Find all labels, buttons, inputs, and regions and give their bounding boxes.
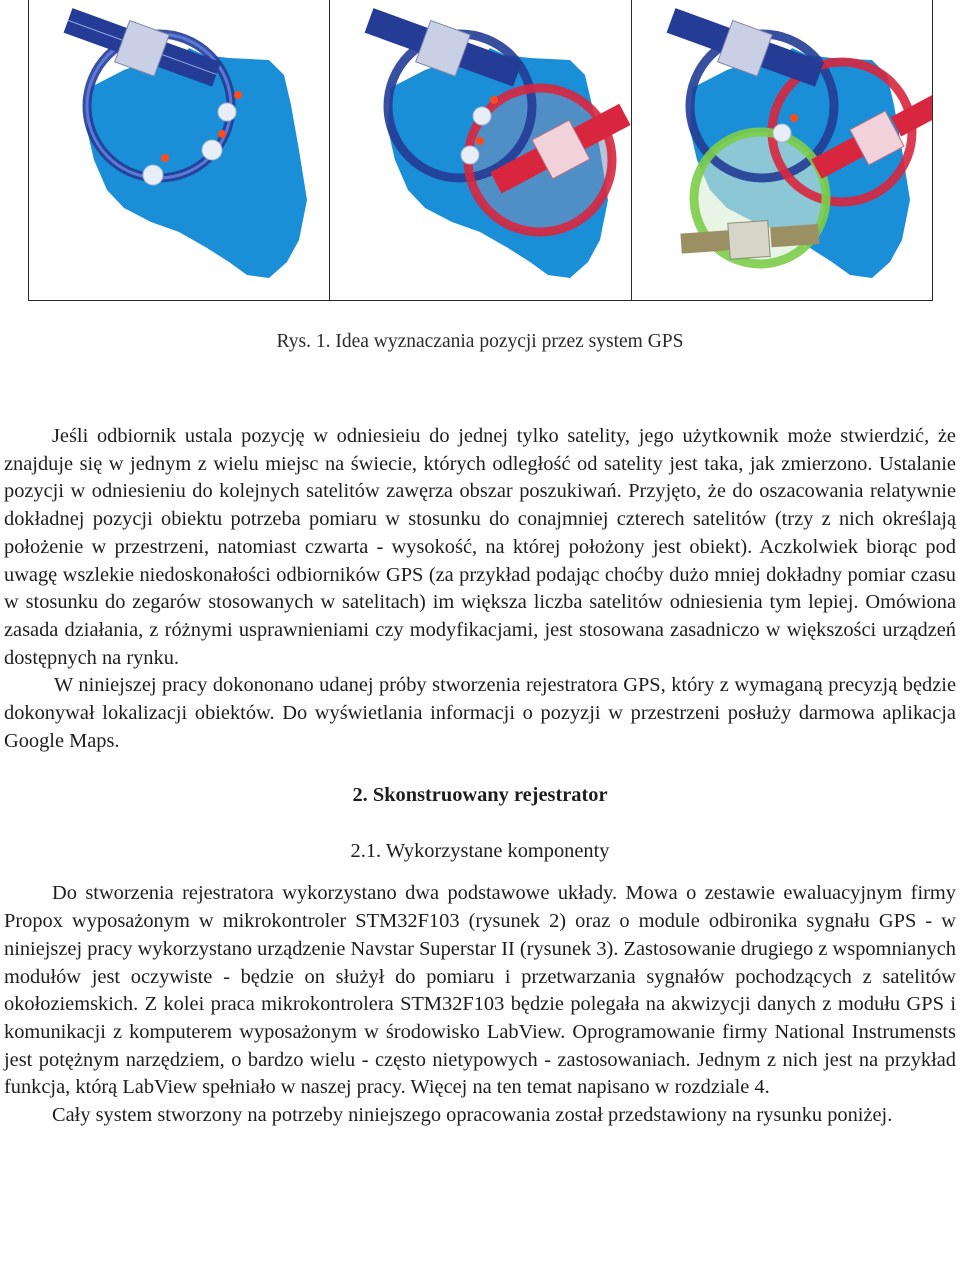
figure-panel-three-satellites (632, 0, 932, 300)
figure-caption: Rys. 1. Idea wyznaczania pozycji przez system GPS (276, 331, 684, 352)
intro-paragraph-1: Jeśli odbiornik ustala pozycję w odniesieiu do jednej tylko satelity, jego użytkownik może stwierdzić, że znajduje się w jednym z wielu miejsc na świecie, których odległość od satelity jest taka, jak zmierzono. Ustalanie pozycji w odniesieniu do kolejnych satelitów zawęrza obszar poszukiwań. Przyjęto, że do oszacowania relatywnie dokładnej pozycji obiektu potrzeba pomiaru w stosunku do conajmniej czterech satelitów (trzy z nich określają położenie w przestrzeni, natomiast czwarta - wysokość, na której położony jest obiekt). Aczkolwiek biorąc pod uwagę wszlekie niedoskonałości odbiorników GPS (za przykład podając choćby dużo mniej dokładny pomiar czasu w stosunku do zegarów stosowanych w satelitach) im większa liczba satelitów odniesienia tym lepiej. Omówiona zasada działania, z różnymi usprawnieniami czy modyfikacjami, jest stosowana zasadniczo w większości urządzeń dostępnych na rynku. (4, 425, 956, 669)
poland-map-two-satellites-illustration (330, 0, 631, 300)
figure-panel-one-satellite (29, 0, 330, 300)
section-paragraph-2: Cały system stworzony na potrzeby niniejszego opracowania został przedstawiony na rysunku poniżej. (52, 1104, 893, 1127)
body-text (4, 423, 956, 1130)
figure-panel-two-satellites (330, 0, 631, 300)
gps-figure (28, 0, 933, 301)
subsection-heading: 2.1. Wykorzystane komponenty (350, 840, 610, 863)
section-heading: 2. Skonstruowany rejestrator (352, 784, 608, 807)
poland-map-three-satellites-illustration (632, 0, 932, 300)
intro-paragraph-2: W niniejszej pracy dokononano udanej próby stworzenia rejestratora GPS, który z wymaganą precyzją będzie dokonywał lokalizacji obiektów. Do wyświetlania informacji o pozyzji w przestrzeni posłuży darmowa aplikacja Google Maps. (4, 674, 956, 752)
section-paragraph-1: Do stworzenia rejestratora wykorzystano dwa podstawowe układy. Mowa o zestawie ewaluacyjnym firmy Propox wyposażonym w mikrokontroler STM32F103 (rysunek 2) oraz o module odbironika sygnału GPS - w niniejszej pracy wykorzystano urządzenie Navstar Superstar II (rysunek 3). Zastosowanie drugiego z wspomnianych modułów jest oczywiste - będzie on służył do pomiaru i przetwarzania sygnałów pochodzących z satelitów okołoziemskich. Z kolei praca mikrokontrolera STM32F103 będzie polegała na akwizycji danych z modułu GPS i komunikacji z komputerem wyposażonym w środowisko LabView. Oprogramowanie firmy National Instrumensts jest potężnym narzędziem, o bardzo wielu - często nietypowych - zastosowaniach. Jednym z nich jest na przykład funkcja, którą LabView spełniało w naszej pracy. Więcej na ten temat napisano w rozdziale 4. (4, 882, 956, 1099)
poland-map-one-satellite-illustration (29, 0, 330, 300)
